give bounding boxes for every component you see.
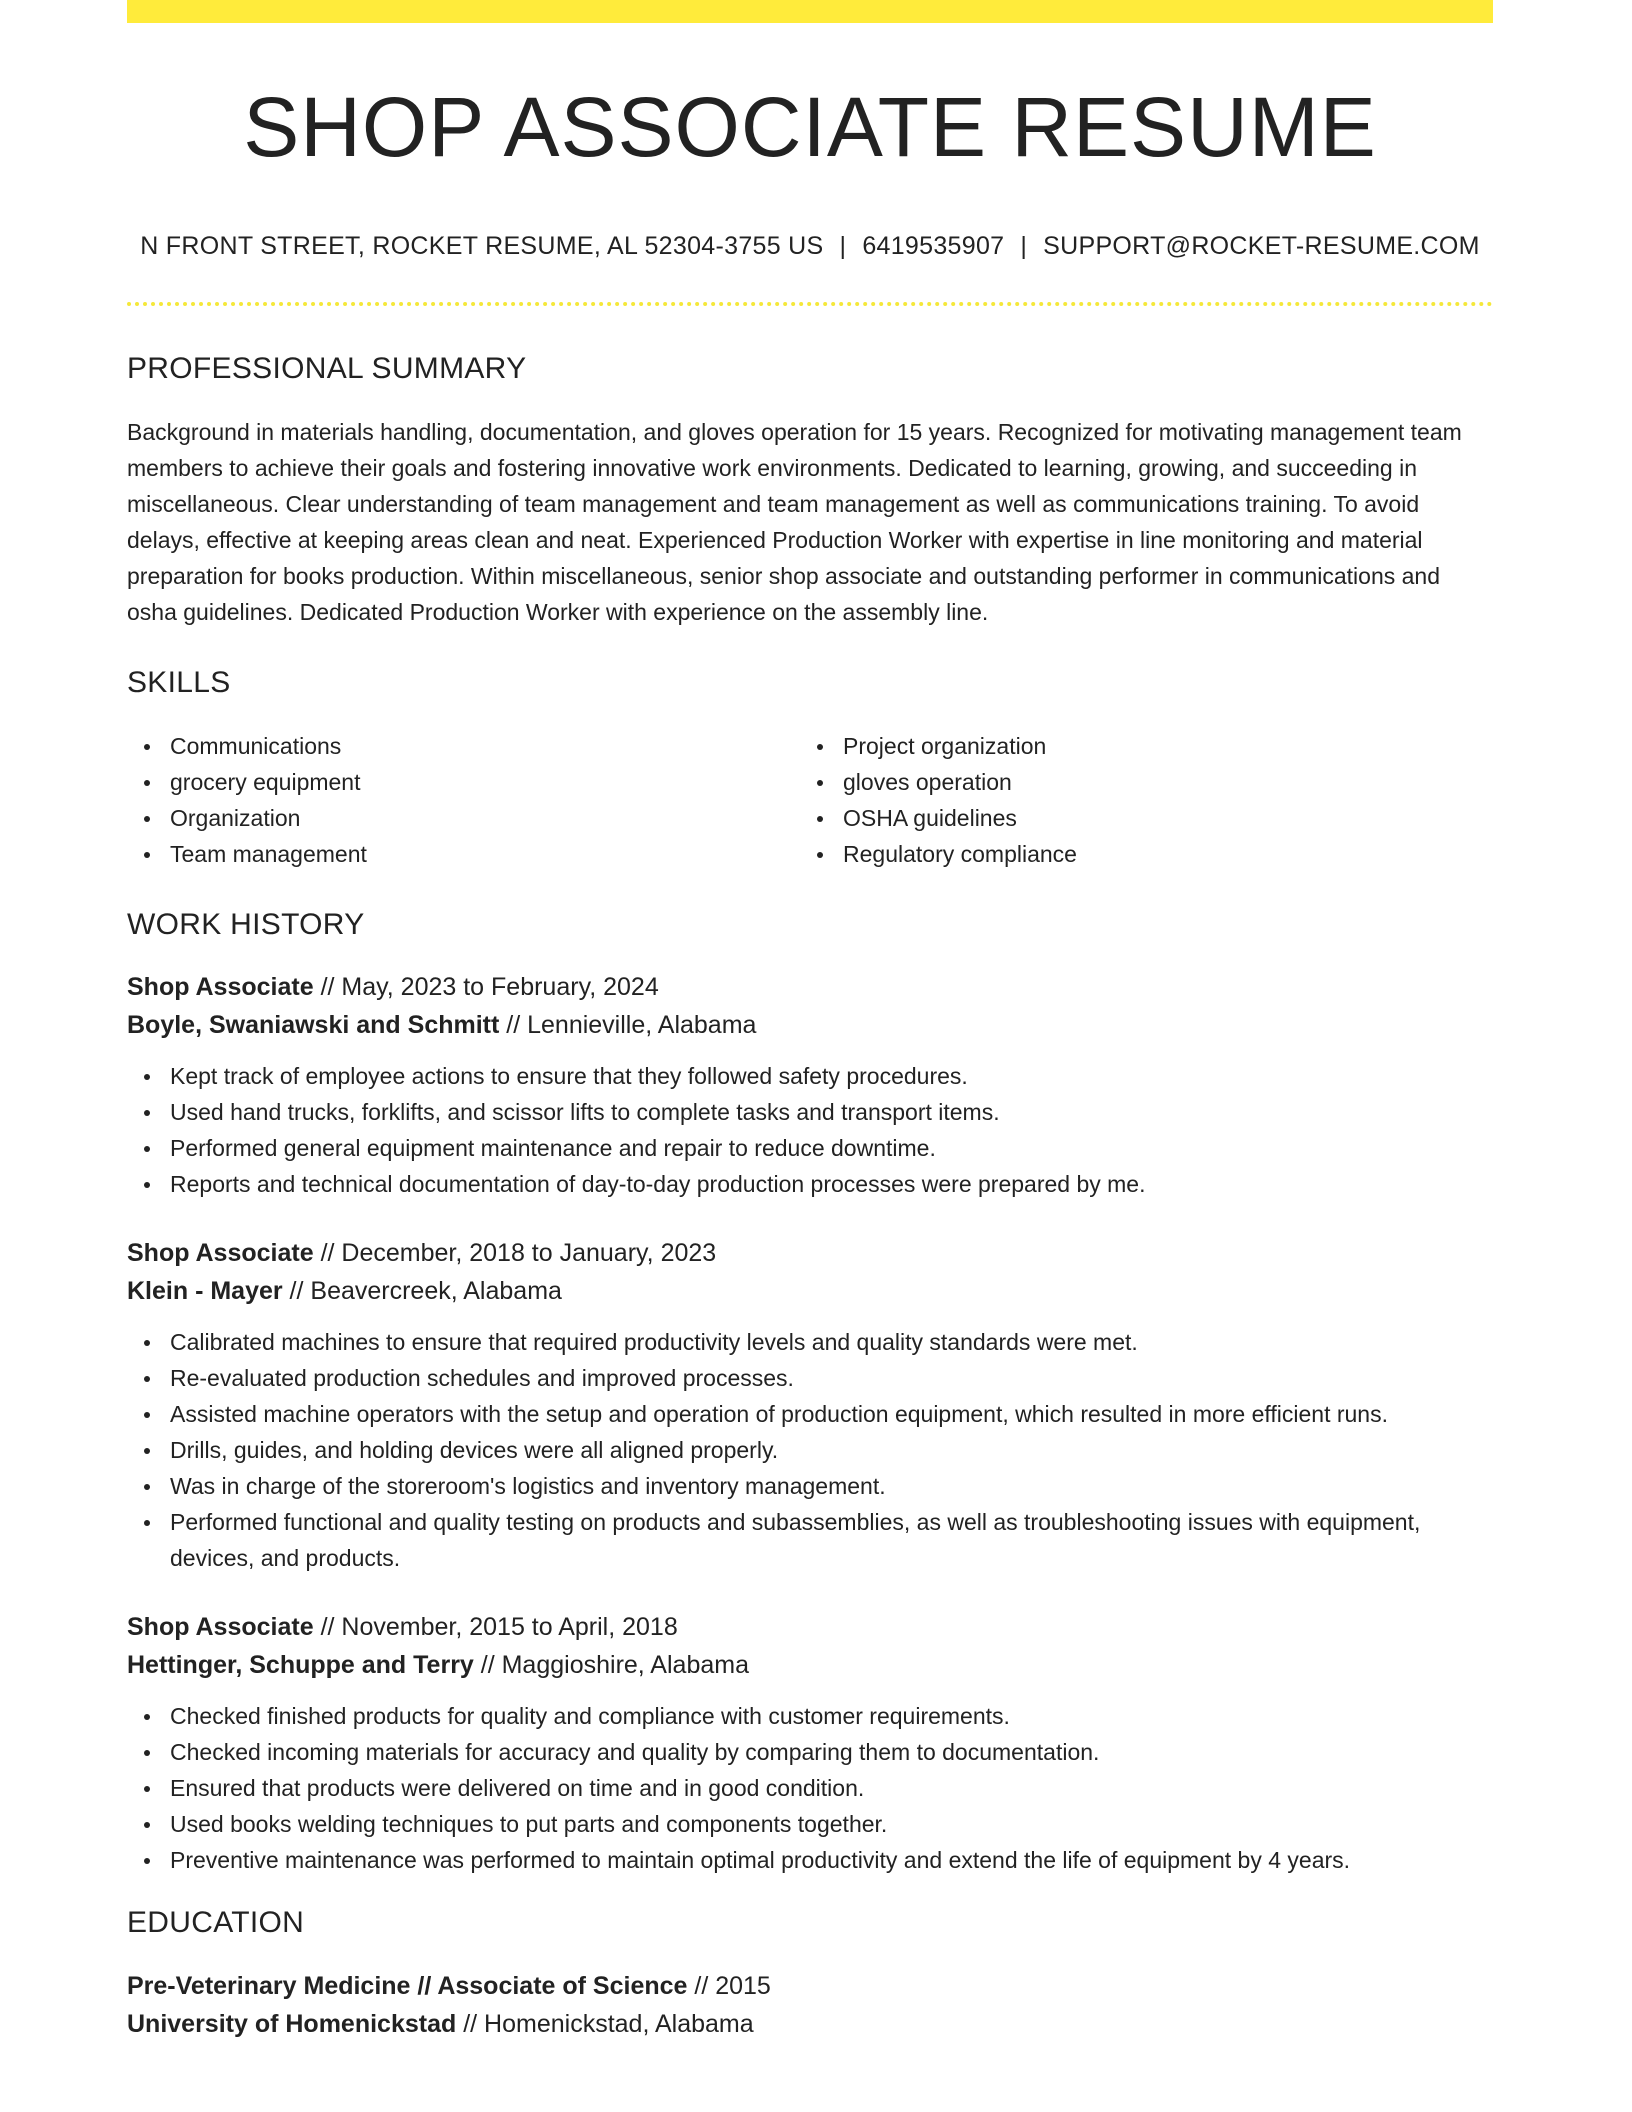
contact-line <box>127 234 1493 259</box>
skill-item: Regulatory compliance <box>800 836 1473 872</box>
list-item: Was in charge of the storeroom's logistics and inventory management. <box>127 1468 1493 1504</box>
skill-item: Team management <box>127 836 800 872</box>
skill-item: Communications <box>127 728 800 764</box>
list-item: Preventive maintenance was performed to maintain optimal productivity and extend the life of equipment by 4 years. <box>127 1842 1493 1878</box>
list-item: Performed functional and quality testing on products and subassemblies, as well as troubleshooting issues with equipment, devices, and products. <box>127 1504 1493 1576</box>
job-dates: // November, 2015 to April, 2018 <box>313 1613 678 1641</box>
job-bullets <box>127 1324 1493 1576</box>
skills-list <box>127 728 1493 872</box>
job-location: // Maggioshire, Alabama <box>473 1651 749 1679</box>
contact-separator: | <box>839 232 847 260</box>
job-role: Shop Associate <box>127 1239 314 1267</box>
job-company: Klein - Mayer <box>127 1277 283 1305</box>
contact-address: N FRONT STREET, ROCKET RESUME, AL 52304-3755 US <box>140 232 824 260</box>
skill-item: gloves operation <box>800 764 1473 800</box>
section-title-work-history: WORK HISTORY <box>127 908 365 941</box>
dotted-divider <box>127 302 1493 306</box>
job-role-line <box>127 1608 1493 1646</box>
job-role: Shop Associate <box>127 1613 314 1641</box>
list-item: Ensured that products were delivered on time and in good condition. <box>127 1770 1493 1806</box>
contact-email: SUPPORT@ROCKET-RESUME.COM <box>1043 232 1480 260</box>
skill-item: OSHA guidelines <box>800 800 1473 836</box>
skill-item: grocery equipment <box>127 764 800 800</box>
job-company-line <box>127 1272 1493 1310</box>
list-item: Checked incoming materials for accuracy and quality by comparing them to documentation. <box>127 1734 1493 1770</box>
job-entry <box>127 1234 1493 1576</box>
education-location: // Homenickstad, Alabama <box>456 2010 754 2038</box>
job-company: Hettinger, Schuppe and Terry <box>127 1651 474 1679</box>
list-item: Kept track of employee actions to ensure that they followed safety procedures. <box>127 1058 1493 1094</box>
contact-phone: 6419535907 <box>862 232 1005 260</box>
job-location: // Lennieville, Alabama <box>499 1011 757 1039</box>
section-title-skills: SKILLS <box>127 666 231 699</box>
job-role: Shop Associate <box>127 973 314 1001</box>
job-role-line <box>127 968 1493 1006</box>
resume-title: SHOP ASSOCIATE RESUME <box>243 80 1377 174</box>
job-entry <box>127 1608 1493 1878</box>
skill-item: Organization <box>127 800 800 836</box>
summary-text: Background in materials handling, documentation, and gloves operation for 15 years. Recognized for motivating management team members to achieve their goals and fostering innovative work environments. Dedicated to learning, growing, and succeeding in miscellaneous. Clear understanding of team management and team management as well as communications training. To avoid delays, effective at keeping areas clean and neat. Experienced Production Worker with expertise in line monitoring and material preparation for books production. Within miscellaneous, senior shop associate and outstanding performer in communications and osha guidelines. Dedicated Production Worker with experience on the assembly line. <box>127 419 1462 625</box>
contact-separator: | <box>1020 232 1028 260</box>
list-item: Checked finished products for quality and compliance with customer requirements. <box>127 1698 1493 1734</box>
job-company-line <box>127 1646 1493 1684</box>
job-company-line <box>127 1006 1493 1044</box>
skills-column-left <box>127 728 800 872</box>
job-bullets <box>127 1058 1493 1202</box>
skills-column-right <box>800 728 1473 872</box>
job-role-line <box>127 1234 1493 1272</box>
accent-top-bar <box>127 0 1493 23</box>
list-item: Calibrated machines to ensure that required productivity levels and quality standards were met. <box>127 1324 1493 1360</box>
job-dates: // December, 2018 to January, 2023 <box>313 1239 717 1267</box>
job-dates: // May, 2023 to February, 2024 <box>313 973 659 1001</box>
education-degree: Pre-Veterinary Medicine // Associate of Science <box>127 1972 688 2000</box>
list-item: Re-evaluated production schedules and improved processes. <box>127 1360 1493 1396</box>
job-bullets <box>127 1698 1493 1878</box>
list-item: Reports and technical documentation of day-to-day production processes were prepared by me. <box>127 1166 1493 1202</box>
education-school-line <box>127 2005 1493 2043</box>
resume-page <box>127 0 1493 2043</box>
job-location: // Beavercreek, Alabama <box>282 1277 562 1305</box>
section-title-education: EDUCATION <box>127 1906 305 1939</box>
job-entry <box>127 968 1493 1202</box>
list-item: Performed general equipment maintenance and repair to reduce downtime. <box>127 1130 1493 1166</box>
education-school: University of Homenickstad <box>127 2010 457 2038</box>
list-item: Assisted machine operators with the setup and operation of production equipment, which resulted in more efficient runs. <box>127 1396 1493 1432</box>
list-item: Drills, guides, and holding devices were all aligned properly. <box>127 1432 1493 1468</box>
education-entry <box>127 1967 1493 2043</box>
list-item: Used books welding techniques to put parts and components together. <box>127 1806 1493 1842</box>
section-title-summary: PROFESSIONAL SUMMARY <box>127 352 527 385</box>
education-degree-line <box>127 1967 1493 2005</box>
skill-item: Project organization <box>800 728 1473 764</box>
job-company: Boyle, Swaniawski and Schmitt <box>127 1011 500 1039</box>
list-item: Used hand trucks, forklifts, and scissor lifts to complete tasks and transport items. <box>127 1094 1493 1130</box>
education-year: // 2015 <box>687 1972 771 2000</box>
